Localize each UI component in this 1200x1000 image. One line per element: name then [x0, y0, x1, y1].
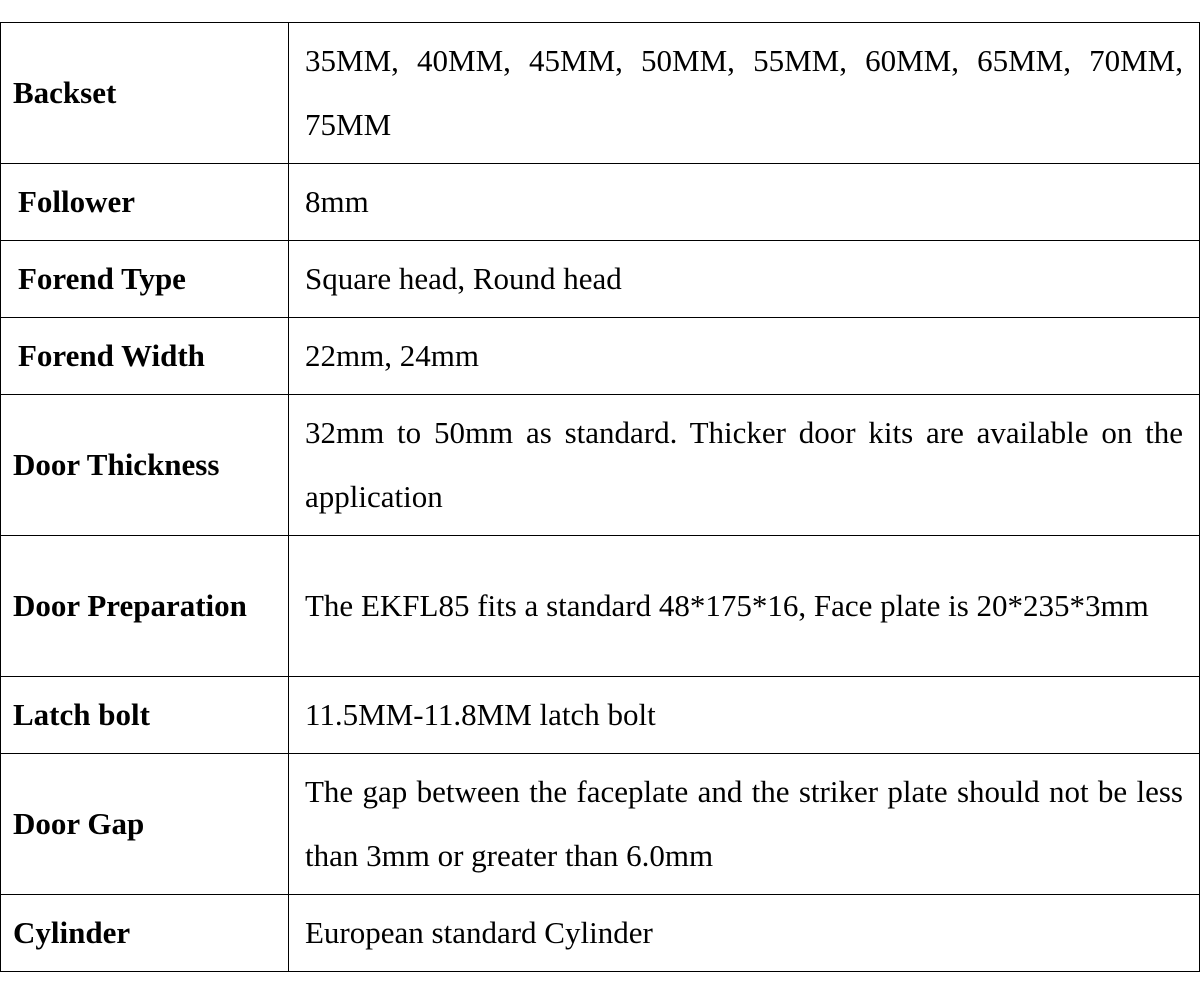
- row-value-forend-width: 22mm, 24mm: [289, 318, 1200, 395]
- table-row: [1, 536, 1200, 677]
- row-label-forend-width: Forend Width: [1, 318, 289, 395]
- table-row: [1, 164, 1200, 241]
- row-value-forend-type: Square head, Round head: [289, 241, 1200, 318]
- row-value-door-gap: The gap between the faceplate and the striker plate should not be less than 3mm or greater than 6.0mm: [289, 754, 1200, 895]
- row-label-forend-type: Forend Type: [1, 241, 289, 318]
- table-row: [1, 241, 1200, 318]
- table-row: [1, 318, 1200, 395]
- row-label-door-thickness: Door Thickness: [1, 395, 289, 536]
- row-value-follower: 8mm: [289, 164, 1200, 241]
- row-value-latch-bolt: 11.5MM-11.8MM latch bolt: [289, 677, 1200, 754]
- row-value-door-thickness: 32mm to 50mm as standard. Thicker door kits are available on the application: [289, 395, 1200, 536]
- row-label-backset: Backset: [1, 23, 289, 164]
- row-value-door-preparation: The EKFL85 fits a standard 48*175*16, Face plate is 20*235*3mm: [289, 536, 1200, 677]
- row-label-door-preparation: Door Preparation: [1, 536, 289, 677]
- spec-table: [0, 22, 1200, 972]
- table-row: [1, 395, 1200, 536]
- row-label-door-gap: Door Gap: [1, 754, 289, 895]
- row-value-backset: 35MM, 40MM, 45MM, 50MM, 55MM, 60MM, 65MM, 70MM, 75MM: [289, 23, 1200, 164]
- row-label-latch-bolt: Latch bolt: [1, 677, 289, 754]
- row-value-cylinder: European standard Cylinder: [289, 895, 1200, 972]
- row-label-follower: Follower: [1, 164, 289, 241]
- table-row: [1, 754, 1200, 895]
- table-row: [1, 677, 1200, 754]
- row-label-cylinder: Cylinder: [1, 895, 289, 972]
- table-row: [1, 895, 1200, 972]
- table-row: [1, 23, 1200, 164]
